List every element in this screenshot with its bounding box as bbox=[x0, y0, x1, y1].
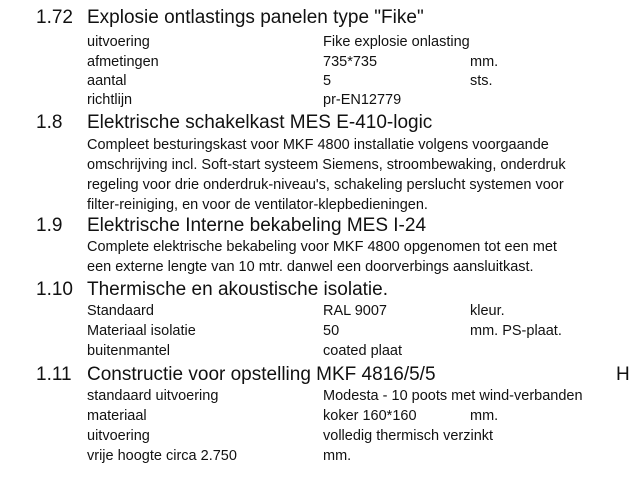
paragraph-text: regeling voor drie onderdruk-niveau's, schakeling perslucht systemen voor bbox=[87, 177, 564, 193]
spec-row bbox=[0, 341, 640, 361]
spec-row bbox=[0, 446, 640, 466]
spec-label: materiaal bbox=[87, 408, 147, 424]
spec-value: RAL 9007 bbox=[323, 303, 387, 319]
spec-label: buitenmantel bbox=[87, 343, 171, 359]
cut-off-text: H bbox=[616, 364, 630, 385]
spec-value: Modesta - 10 poots met wind-verbanden bbox=[323, 388, 583, 404]
paragraph-line bbox=[0, 257, 640, 277]
paragraph-line bbox=[0, 195, 640, 215]
spec-value: 5 bbox=[323, 73, 332, 89]
spec-unit: mm. bbox=[470, 54, 499, 70]
spec-label: richtlijn bbox=[87, 92, 133, 108]
spec-unit: kleur. bbox=[470, 303, 505, 319]
spec-row bbox=[0, 32, 640, 52]
paragraph-line bbox=[0, 237, 640, 257]
spec-label: Standaard bbox=[87, 303, 154, 319]
spec-unit: sts. bbox=[470, 73, 493, 89]
section-number: 1.8 bbox=[36, 112, 63, 133]
section-number: 1.72 bbox=[36, 7, 73, 28]
paragraph-line bbox=[0, 155, 640, 175]
spec-row bbox=[0, 301, 640, 321]
paragraph-text: filter-reiniging, en voor de ventilator-klepbedieningen. bbox=[87, 197, 428, 213]
spec-row bbox=[0, 406, 640, 426]
spec-row bbox=[0, 90, 640, 110]
paragraph-text: Complete elektrische bekabeling voor MKF 4800 opgenomen tot een met bbox=[87, 239, 557, 255]
section-title: Elektrische schakelkast MES E-410-logic bbox=[87, 112, 433, 133]
spec-unit: mm. bbox=[470, 408, 499, 424]
spec-label: uitvoering bbox=[87, 34, 150, 50]
spec-label: standaard uitvoering bbox=[87, 388, 219, 404]
paragraph-line bbox=[0, 135, 640, 155]
spec-row bbox=[0, 386, 640, 406]
spec-label: aantal bbox=[87, 73, 127, 89]
spec-value: coated plaat bbox=[323, 343, 403, 359]
spec-value: pr-EN12779 bbox=[323, 92, 402, 108]
spec-row bbox=[0, 321, 640, 341]
spec-row bbox=[0, 52, 640, 72]
paragraph-text: een externe lengte van 10 mtr. danwel een doorverbings aansluitkast. bbox=[87, 259, 534, 275]
spec-label: uitvoering bbox=[87, 428, 150, 444]
spec-label: afmetingen bbox=[87, 54, 159, 70]
spec-value: koker 160*160 bbox=[323, 408, 417, 424]
spec-unit: mm. PS-plaat. bbox=[470, 323, 562, 339]
paragraph-text: Compleet besturingskast voor MKF 4800 installatie volgens voorgaande bbox=[87, 137, 549, 153]
section-number: 1.9 bbox=[36, 215, 63, 236]
paragraph-text: omschrijving incl. Soft-start systeem Siemens, stroombewaking, onderdruk bbox=[87, 157, 566, 173]
spec-value: 735*735 bbox=[323, 54, 378, 70]
section-number: 1.10 bbox=[36, 279, 73, 300]
spec-value: mm. bbox=[323, 448, 352, 464]
section-title: Thermische en akoustische isolatie. bbox=[87, 279, 388, 300]
spec-row bbox=[0, 71, 640, 91]
spec-row bbox=[0, 426, 640, 446]
section-number: 1.11 bbox=[36, 364, 72, 385]
section-title: Constructie voor opstelling MKF 4816/5/5 bbox=[87, 364, 436, 385]
section-title: Elektrische Interne bekabeling MES I-24 bbox=[87, 215, 427, 236]
spec-value: 50 bbox=[323, 323, 340, 339]
spec-label: Materiaal isolatie bbox=[87, 323, 196, 339]
paragraph-line bbox=[0, 175, 640, 195]
spec-label: vrije hoogte circa 2.750 bbox=[87, 448, 237, 464]
spec-value: Fike explosie onlasting bbox=[323, 34, 470, 50]
section-title: Explosie ontlastings panelen type "Fike" bbox=[87, 7, 424, 28]
spec-value: volledig thermisch verzinkt bbox=[323, 428, 494, 444]
